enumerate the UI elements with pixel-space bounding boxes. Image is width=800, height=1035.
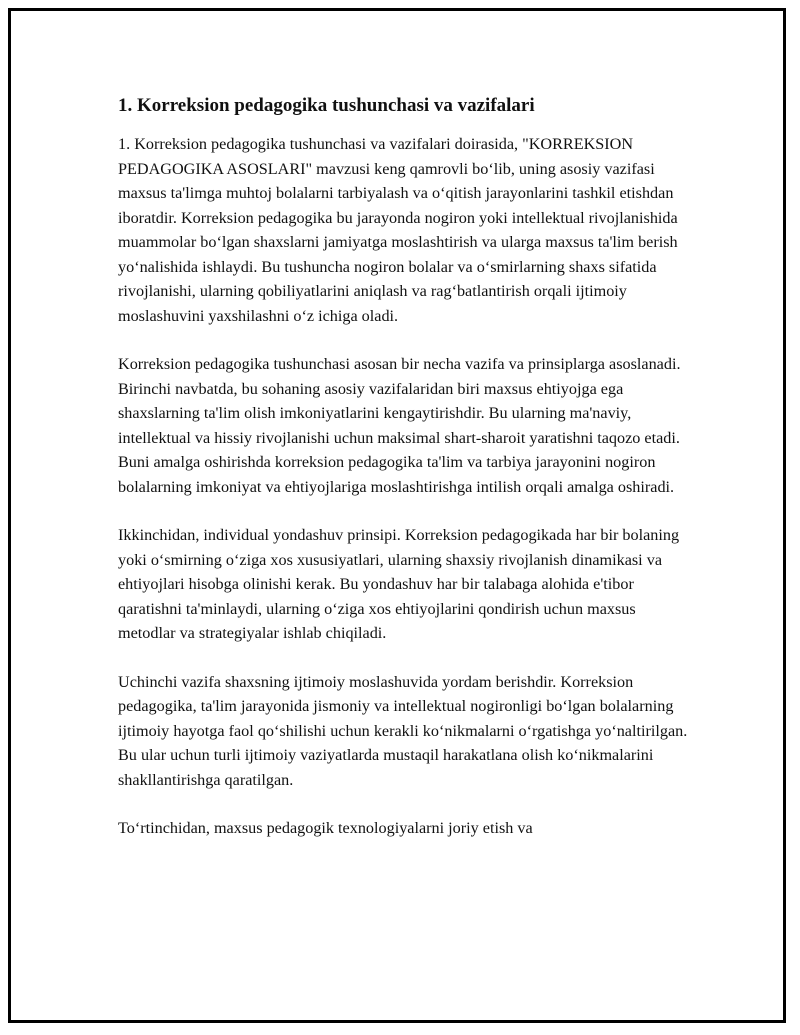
- document-title: 1. Korreksion pedagogika tushunchasi va vazifalari: [118, 95, 535, 116]
- document-body: [118, 92, 688, 865]
- paragraph-3: Ikkinchidan, individual yondashuv prinsipi. Korreksion pedagogikada har bir bolaning yoki o‘smirning o‘ziga xos xususiyatlari, ularning shaxsiy rivojlanish dinamikasi va ehtiyojlari hisobga olinishi kerak. Bu yondashuv har bir talabaga alohida e'tibor qaratishni ta'minlaydi, ularning o‘ziga xos ehtiyojlarini qondirish uchun maxsus metodlar va strategiyalar ishlab chiqiladi.: [118, 526, 680, 642]
- paragraph-2: Korreksion pedagogika tushunchasi asosan bir necha vazifa va prinsiplarga asoslanadi. Birinchi navbatda, bu sohaning asosiy vazifalaridan biri maxsus ehtiyojga ega shaxslarning ta'lim olish imkoniyatlarini kengaytirishdir. Bu ularning ma'naviy, intellektual va hissiy rivojlanishi uchun maksimal shart-sharoit yaratishni taqozo etadi. Buni amalga oshirishda korreksion pedagogika ta'lim va tarbiya jarayonini nogiron bolalarning imkoniyat va ehtiyojlariga moslashtirishga intilish orqali amalga oshiradi.: [118, 355, 681, 496]
- paragraph-5: To‘rtinchidan, maxsus pedagogik texnologiyalarni joriy etish va: [118, 819, 533, 837]
- paragraph-1: 1. Korreksion pedagogika tushunchasi va vazifalari doirasida, "KORREKSION PEDAGOGIKA ASOSLARI" mavzusi keng qamrovli bo‘lib, uning asosiy vazifasi maxsus ta'limga muhtoj bolalarni tarbiyalash va o‘qitish jarayonlarini tashkil etishdan iboratdir. Korreksion pedagogika bu jarayonda nogiron yoki intellektual rivojlanishida muammolar bo‘lgan shaxslarni jamiyatga moslashtirish va ularga maxsus ta'lim berish yo‘nalishida ishlaydi. Bu tushuncha nogiron bolalar va o‘smirlarning shaxs sifatida rivojlanishi, ularning qobiliyatlarini aniqlash va rag‘batlantirish orqali ijtimoiy moslashuvini yaxshilashni o‘z ichiga oladi.: [118, 135, 678, 325]
- paragraph-4: Uchinchi vazifa shaxsning ijtimoiy moslashuvida yordam berishdir. Korreksion pedagogika, ta'lim jarayonida jismoniy va intellektual nogironligi bo‘lgan bolalarning ijtimoiy hayotga faol qo‘shilishi uchun kerakli ko‘nikmalarni o‘rgatishga yo‘naltirilgan. Bu ular uchun turli ijtimoiy vaziyatlarda mustaqil harakatlana olish ko‘nikmalarini shakllantirishga qaratilgan.: [118, 672, 688, 789]
